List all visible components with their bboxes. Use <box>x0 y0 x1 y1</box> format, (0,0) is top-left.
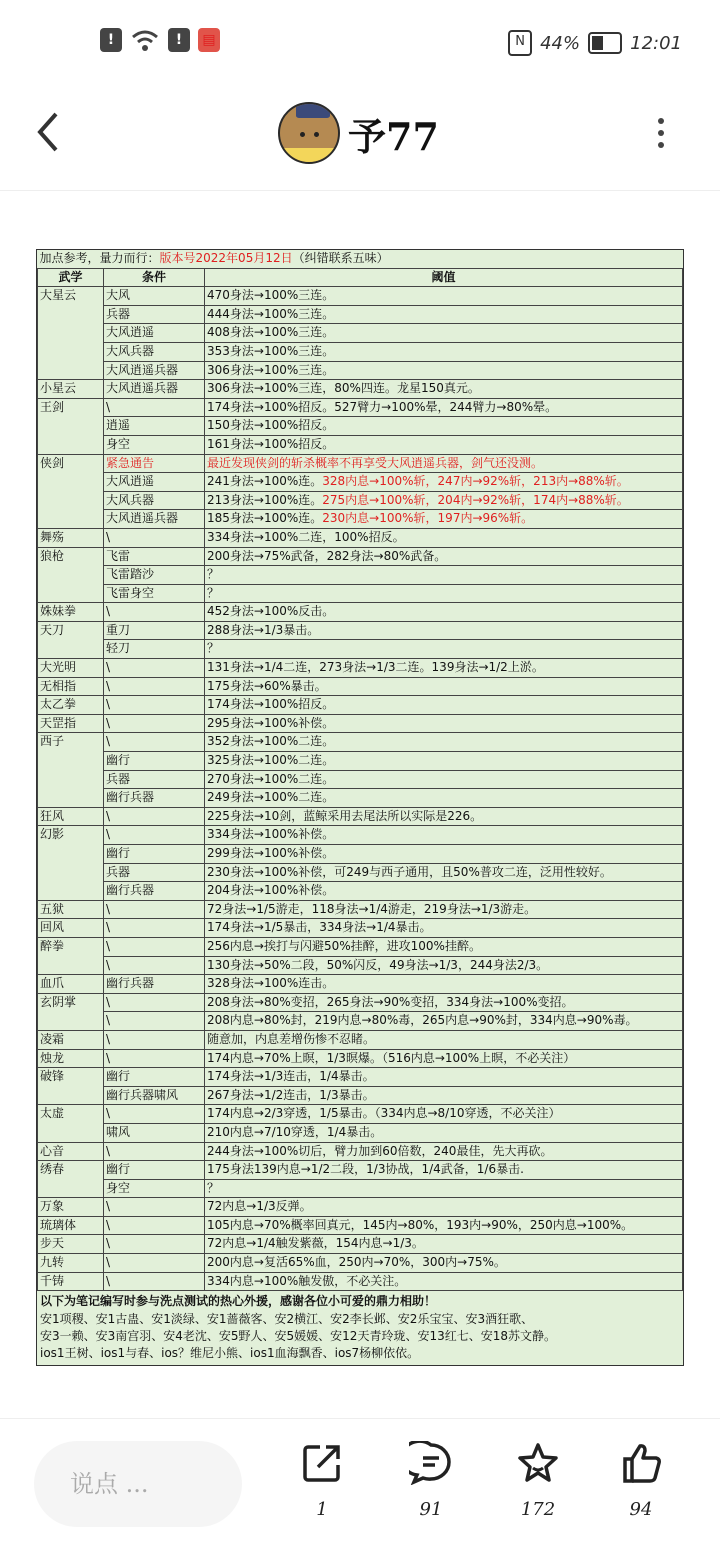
threshold-cell: 175身法→60%暴击。 <box>205 677 683 696</box>
condition-cell: 飞雷踏沙 <box>104 566 205 585</box>
condition-cell: \ <box>104 603 205 622</box>
condition-cell: \ <box>104 1012 205 1031</box>
condition-cell: \ <box>104 398 205 417</box>
threshold-cell: 200内息→复活65%血，250内→70%，300内→75%。 <box>205 1254 683 1273</box>
threshold-cell: ？ <box>205 640 683 659</box>
threshold-red-text: 328内息→100%斩，247内→92%斩，213内→88%斩。 <box>322 474 629 489</box>
threshold-cell: 161身法→100%招反。 <box>205 435 683 454</box>
threshold-cell: 174身法→1/5暴击，334身法→1/4暴击。 <box>205 919 683 938</box>
back-button[interactable] <box>34 110 60 162</box>
header-condition: 条件 <box>104 268 205 287</box>
condition-cell: \ <box>104 1235 205 1254</box>
table-row <box>38 566 683 585</box>
condition-cell: \ <box>104 696 205 715</box>
table-row <box>38 956 683 975</box>
threshold-cell: 352身法→100%二连。 <box>205 733 683 752</box>
wuxue-cell: 侠剑 <box>38 454 104 528</box>
condition-cell: \ <box>104 1216 205 1235</box>
table-row <box>38 1123 683 1142</box>
condition-cell: \ <box>104 677 205 696</box>
condition-cell: 大风逍遥兵器 <box>104 361 205 380</box>
table-row <box>38 324 683 343</box>
table-row <box>38 1161 683 1180</box>
threshold-cell: 225身法→10剑，蓝鲸采用去尾法所以实际是226。 <box>205 807 683 826</box>
table-row <box>38 305 683 324</box>
condition-cell: 重刀 <box>104 621 205 640</box>
wuxue-cell: 血爪 <box>38 975 104 994</box>
condition-cell: \ <box>104 1105 205 1124</box>
wuxue-cell: 舞殇 <box>38 528 104 547</box>
threshold-text: 241身法→100%连。 <box>207 474 323 489</box>
wuxue-cell: 幻影 <box>38 826 104 900</box>
threshold-cell: 295身法→100%补偿。 <box>205 714 683 733</box>
more-options-button[interactable] <box>658 118 664 154</box>
condition-cell: 幽行 <box>104 845 205 864</box>
condition-cell: \ <box>104 714 205 733</box>
table-row <box>38 435 683 454</box>
wuxue-cell: 天刀 <box>38 621 104 658</box>
table-row <box>38 342 683 361</box>
condition-cell: 大风 <box>104 287 205 306</box>
table-row <box>38 752 683 771</box>
condition-cell: 大风兵器 <box>104 491 205 510</box>
table-header-row <box>38 268 683 287</box>
wuxue-cell: 凌霜 <box>38 1030 104 1049</box>
condition-cell: 大风逍遥兵器 <box>104 510 205 529</box>
threshold-cell: 204身法→100%补偿。 <box>205 882 683 901</box>
condition-cell: 大风逍遥 <box>104 324 205 343</box>
condition-cell: 飞雷身空 <box>104 584 205 603</box>
threshold-cell: 131身法→1/4二连，273身法→1/3二连。139身法→1/2上淤。 <box>205 659 683 678</box>
threshold-cell: 470身法→100%三连。 <box>205 287 683 306</box>
threshold-red-text: 275内息→100%斩，204内→92%斩，174内→88%斩。 <box>322 492 629 507</box>
table-row <box>38 1068 683 1087</box>
battery-icon <box>588 32 622 54</box>
wuxue-cell: 千铸 <box>38 1272 104 1291</box>
wuxue-cell: 九转 <box>38 1254 104 1273</box>
table-row <box>38 900 683 919</box>
status-bar <box>0 0 720 80</box>
threshold-cell: 325身法→100%二连。 <box>205 752 683 771</box>
condition-cell: \ <box>104 1142 205 1161</box>
threshold-cell: 130身法→50%二段，50%闪反，49身法→1/3，244身法2/3。 <box>205 956 683 975</box>
table-row <box>38 640 683 659</box>
threshold-cell: 452身法→100%反击。 <box>205 603 683 622</box>
table-row <box>38 491 683 510</box>
wuxue-cell: 太虚 <box>38 1105 104 1142</box>
table-row <box>38 1049 683 1068</box>
wuxue-cell: 五狱 <box>38 900 104 919</box>
clock: 12:01 <box>630 32 682 54</box>
wuxue-cell: 烛龙 <box>38 1049 104 1068</box>
threshold-cell: 244身法→100%切后，臂力加到60倍数，240最佳，先大再砍。 <box>205 1142 683 1161</box>
threshold-cell: ？ <box>205 1179 683 1198</box>
table-row <box>38 454 683 473</box>
username[interactable]: 予77 <box>348 114 439 159</box>
condition-cell: 幽行 <box>104 752 205 771</box>
condition-cell: 兵器 <box>104 863 205 882</box>
condition-cell: 大风逍遥兵器 <box>104 380 205 399</box>
threshold-cell: 208内息→80%封，219内息→80%毒，265内息→90%封，334内息→90%毒。 <box>205 1012 683 1031</box>
wuxue-cell: 西子 <box>38 733 104 807</box>
table-row <box>38 1254 683 1273</box>
threshold-cell <box>205 473 683 492</box>
thanks-notes <box>37 1291 683 1365</box>
alert-icon: ! <box>100 28 122 52</box>
condition-cell: \ <box>104 1254 205 1273</box>
condition-cell: 轻刀 <box>104 640 205 659</box>
table-row <box>38 733 683 752</box>
threshold-cell: 174身法→100%招反。527臂力→100%晕，244臂力→80%晕。 <box>205 398 683 417</box>
favorite-count: 172 <box>520 1499 556 1520</box>
table-row <box>38 1105 683 1124</box>
header-threshold: 阈值 <box>205 268 683 287</box>
threshold-cell: 256内息→挨打与闪避50%挂醉，进攻100%挂醉。 <box>205 937 683 956</box>
condition-cell: 逍遥 <box>104 417 205 436</box>
table-row <box>38 919 683 938</box>
table-row <box>38 1216 683 1235</box>
condition-cell: \ <box>104 826 205 845</box>
threshold-cell: 334内息→100%触发傲，不必关注。 <box>205 1272 683 1291</box>
threshold-cell: 267身法→1/2连击，1/3暴击。 <box>205 1086 683 1105</box>
table-title-row <box>38 250 683 268</box>
threshold-cell: 随意加，内息差增伤惨不忍睹。 <box>205 1030 683 1049</box>
post-image-table[interactable] <box>36 249 684 1366</box>
wuxue-cell: 姝妹拳 <box>38 603 104 622</box>
condition-cell: 幽行 <box>104 1068 205 1087</box>
wuxue-cell: 回风 <box>38 919 104 938</box>
table-row <box>38 510 683 529</box>
table-row <box>38 1272 683 1291</box>
header-wuxue: 武学 <box>38 268 104 287</box>
table-row <box>38 380 683 399</box>
notes-line: 安3一赖、安3南宫羽、安4老沈、安5野人、安5媛媛、安12天青玲珑、安13红七、安18苏文静。 <box>40 1329 556 1344</box>
table-row <box>38 826 683 845</box>
table-row <box>38 473 683 492</box>
status-right <box>508 30 682 56</box>
wifi-icon <box>130 28 160 52</box>
wuxue-cell: 狂风 <box>38 807 104 826</box>
condition-cell: \ <box>104 659 205 678</box>
wuxue-cell: 琉璃体 <box>38 1216 104 1235</box>
comment-count: 91 <box>419 1499 443 1520</box>
star-icon <box>516 1441 560 1485</box>
threshold-cell: ？ <box>205 566 683 585</box>
threshold-cell: 72内息→1/4触发紫薇，154内息→1/3。 <box>205 1235 683 1254</box>
wuxue-cell: 绣春 <box>38 1161 104 1198</box>
threshold-cell: 174身法→100%招反。 <box>205 696 683 715</box>
table-row <box>38 528 683 547</box>
bottom-action-bar <box>0 1418 720 1541</box>
condition-cell: 紧急通告 <box>104 454 205 473</box>
condition-cell: \ <box>104 1049 205 1068</box>
condition-cell: \ <box>104 937 205 956</box>
threshold-cell: 353身法→100%三连。 <box>205 342 683 361</box>
table-row <box>38 789 683 808</box>
table-row <box>38 863 683 882</box>
nfc-icon: N <box>508 30 532 56</box>
more-dot-icon <box>658 142 664 148</box>
threshold-cell: ？ <box>205 584 683 603</box>
condition-cell: \ <box>104 528 205 547</box>
table-row <box>38 287 683 306</box>
table-row <box>38 1030 683 1049</box>
table-row <box>38 547 683 566</box>
table-row <box>38 1086 683 1105</box>
threshold-cell: 最近发现侠剑的斩杀概率不再享受大风逍遥兵器，剑气还没测。 <box>205 454 683 473</box>
table-row <box>38 807 683 826</box>
table-row <box>38 845 683 864</box>
threshold-cell: 299身法→100%补偿。 <box>205 845 683 864</box>
threshold-cell <box>205 491 683 510</box>
threshold-cell: 175身法139内息→1/2二段，1/3协战，1/4武备，1/6暴击. <box>205 1161 683 1180</box>
wuxue-cell: 心音 <box>38 1142 104 1161</box>
table-row <box>38 975 683 994</box>
condition-cell: 幽行 <box>104 1161 205 1180</box>
threshold-cell: 208身法→80%变招，265身法→90%变招，334身法→100%变招。 <box>205 993 683 1012</box>
table-row <box>38 993 683 1012</box>
wuxue-cell: 小星云 <box>38 380 104 399</box>
table-row <box>38 714 683 733</box>
condition-cell: \ <box>104 1030 205 1049</box>
threshold-cell: 230身法→100%补偿，可249与西子通用，且50%普攻二连，泛用性较好。 <box>205 863 683 882</box>
table-row <box>38 1235 683 1254</box>
table-row <box>38 603 683 622</box>
share-count: 1 <box>316 1499 328 1520</box>
wuxue-cell: 步天 <box>38 1235 104 1254</box>
threshold-cell <box>205 510 683 529</box>
comment-icon <box>409 1441 453 1485</box>
table-row <box>38 621 683 640</box>
top-nav <box>0 80 720 191</box>
threshold-cell: 174内息→2/3穿透，1/5暴击。（334内息→8/10穿透，不必关注） <box>205 1105 683 1124</box>
threshold-cell: 288身法→1/3暴击。 <box>205 621 683 640</box>
avatar[interactable] <box>278 102 340 164</box>
wuxue-cell: 万象 <box>38 1198 104 1217</box>
alert-icon: ! <box>168 28 190 52</box>
battery-percent: 44% <box>540 32 581 54</box>
table-row <box>38 361 683 380</box>
table-row <box>38 677 683 696</box>
condition-cell: 大风兵器 <box>104 342 205 361</box>
wuxue-cell: 天罡指 <box>38 714 104 733</box>
threshold-cell: 72身法→1/5游走，118身法→1/4游走，219身法→1/3游走。 <box>205 900 683 919</box>
wuxue-cell: 破锋 <box>38 1068 104 1105</box>
condition-cell: 飞雷 <box>104 547 205 566</box>
comment-input[interactable]: 说点 ... <box>34 1441 242 1527</box>
threshold-cell: 270身法→100%二连。 <box>205 770 683 789</box>
condition-cell: 兵器 <box>104 770 205 789</box>
table-row <box>38 417 683 436</box>
threshold-cell: 306身法→100%三连，80%四连。龙星150真元。 <box>205 380 683 399</box>
condition-cell: \ <box>104 993 205 1012</box>
more-dot-icon <box>658 130 664 136</box>
condition-cell: 大风逍遥 <box>104 473 205 492</box>
condition-cell: 兵器 <box>104 305 205 324</box>
wuxue-cell: 狼枪 <box>38 547 104 603</box>
condition-cell: 幽行兵器 <box>104 975 205 994</box>
notes-line: ios1王树、ios1与春、ios？维尼小熊、ios1血海飘香、ios7杨柳依依。 <box>40 1346 420 1361</box>
threshold-cell: 174内息→70%上暝，1/3暝爆。（516内息→100%上暝，不必关注） <box>205 1049 683 1068</box>
share-button[interactable] <box>292 1441 352 1520</box>
favorite-button[interactable] <box>508 1441 568 1520</box>
threshold-cell: 150身法→100%招反。 <box>205 417 683 436</box>
condition-cell: \ <box>104 900 205 919</box>
condition-cell: 身空 <box>104 1179 205 1198</box>
condition-cell: \ <box>104 807 205 826</box>
table-row <box>38 1012 683 1031</box>
threshold-cell: 306身法→100%三连。 <box>205 361 683 380</box>
notification-icons <box>100 28 220 52</box>
table-row <box>38 1179 683 1198</box>
threshold-text: 213身法→100%连。 <box>207 492 323 507</box>
threshold-cell: 174身法→1/3连击，1/4暴击。 <box>205 1068 683 1087</box>
like-count: 94 <box>629 1499 653 1520</box>
threshold-cell: 210内息→7/10穿透，1/4暴击。 <box>205 1123 683 1142</box>
condition-cell: \ <box>104 919 205 938</box>
table-row <box>38 1142 683 1161</box>
table-row <box>38 584 683 603</box>
condition-cell: \ <box>104 1198 205 1217</box>
table-row <box>38 696 683 715</box>
wuxue-cell: 大星云 <box>38 287 104 380</box>
table-row <box>38 770 683 789</box>
threshold-cell: 200身法→75%武备，282身法→80%武备。 <box>205 547 683 566</box>
comment-button[interactable] <box>401 1441 461 1520</box>
table-title: 加点参考，量力而行：版本号2022年05月12日（纠错联系五味） <box>38 250 683 268</box>
threshold-cell: 105内息→70%概率回真元，145内→80%，193内→90%，250内息→100%。 <box>205 1216 683 1235</box>
app-notification-icon: ▤ <box>198 28 220 52</box>
threshold-cell: 444身法→100%三连。 <box>205 305 683 324</box>
threshold-cell: 334身法→100%二连，100%招反。 <box>205 528 683 547</box>
threshold-cell: 72内息→1/3反弹。 <box>205 1198 683 1217</box>
table-row <box>38 1198 683 1217</box>
table-row <box>38 937 683 956</box>
wuxue-cell: 玄阴掌 <box>38 993 104 1030</box>
condition-cell: 幽行兵器 <box>104 882 205 901</box>
threshold-text: 185身法→100%连。 <box>207 511 323 526</box>
share-icon <box>300 1441 344 1485</box>
condition-cell: 幽行兵器啸风 <box>104 1086 205 1105</box>
condition-cell: \ <box>104 733 205 752</box>
like-button[interactable] <box>611 1441 671 1520</box>
wuxue-cell: 醉拳 <box>38 937 104 974</box>
chevron-left-icon <box>34 110 60 154</box>
wuxue-cell: 大光明 <box>38 659 104 678</box>
condition-cell: \ <box>104 1272 205 1291</box>
threshold-cell: 334身法→100%补偿。 <box>205 826 683 845</box>
table-row <box>38 882 683 901</box>
threshold-red-text: 230内息→100%斩，197内→96%斩。 <box>322 511 534 526</box>
thumbs-up-icon <box>619 1441 663 1485</box>
threshold-cell: 249身法→100%二连。 <box>205 789 683 808</box>
threshold-cell: 408身法→100%三连。 <box>205 324 683 343</box>
table-row <box>38 398 683 417</box>
condition-cell: \ <box>104 956 205 975</box>
condition-cell: 身空 <box>104 435 205 454</box>
threshold-cell: 328身法→100%连击。 <box>205 975 683 994</box>
table-row <box>38 659 683 678</box>
notes-heading: 以下为笔记编写时参与洗点测试的热心外援，感谢各位小可爱的鼎力相助！ <box>40 1294 437 1309</box>
wuxue-cell: 太乙拳 <box>38 696 104 715</box>
condition-cell: 啸风 <box>104 1123 205 1142</box>
notes-line: 安1项稷、安1古蛊、安1淡绿、安1蔷薇客、安2横江、安2李长邺、安2乐宝宝、安3酒狂歌、 <box>40 1311 534 1326</box>
more-dot-icon <box>658 118 664 124</box>
wuxue-cell: 王剑 <box>38 398 104 454</box>
wuxue-cell: 无相指 <box>38 677 104 696</box>
condition-cell: 幽行兵器 <box>104 789 205 808</box>
